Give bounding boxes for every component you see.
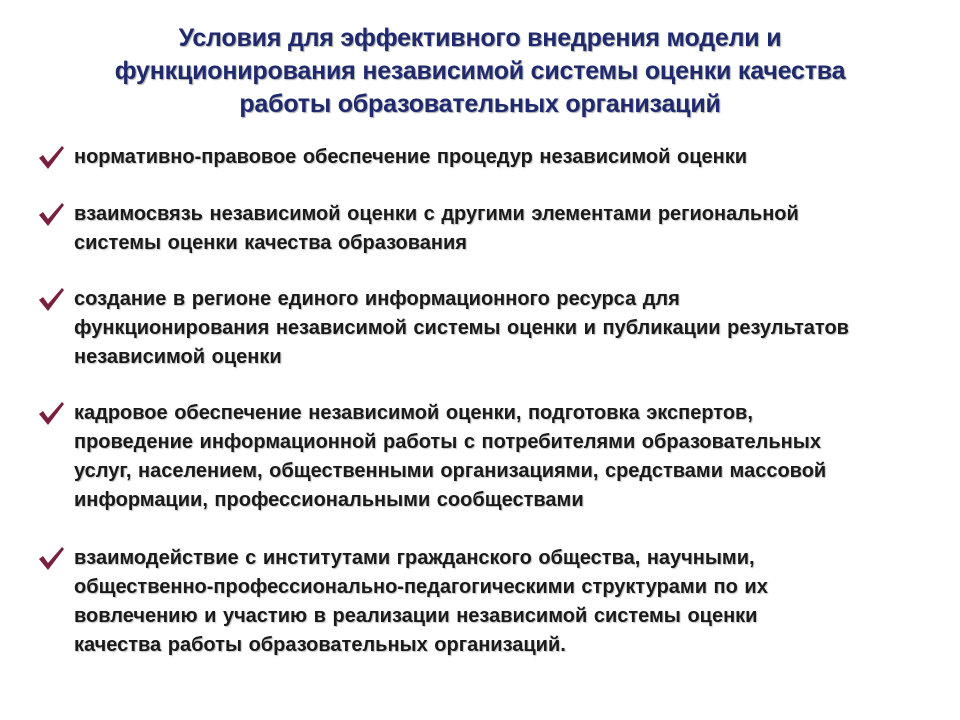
slide-title — [60, 22, 900, 121]
list-item-text: общественно-профессионально-педагогическими структурами по их — [74, 576, 768, 598]
title-line: работы образовательных организаций — [239, 90, 721, 118]
checkmark-icon — [36, 285, 66, 315]
list-item-text: проведение информационной работы с потребителями образовательных — [74, 431, 821, 453]
checkmark-icon — [36, 399, 66, 429]
list-item-text: системы оценки качества образования — [74, 232, 467, 254]
checkmark-icon — [36, 143, 66, 173]
title-line: функционирования независимой системы оценки качества — [114, 57, 846, 85]
list-item-text: независимой оценки — [74, 346, 282, 368]
conditions-list — [36, 143, 936, 688]
list-item-text: нормативно-правовое обеспечение процедур независимой оценки — [74, 146, 748, 168]
list-item — [36, 399, 936, 515]
list-item-text: создание в регионе единого информационного ресурса для — [74, 288, 680, 310]
list-item — [36, 143, 936, 172]
checkmark-icon — [36, 544, 66, 574]
list-item — [36, 544, 936, 660]
list-item — [36, 285, 936, 372]
title-line: Условия для эффективного внедрения модели и — [178, 24, 782, 52]
list-item-text: качества работы образовательных организаций. — [74, 634, 566, 656]
checkmark-icon — [36, 200, 66, 230]
list-item-text: информации, профессиональными сообществами — [74, 489, 584, 511]
list-item-text: вовлечению и участию в реализации независимой системы оценки — [74, 605, 758, 627]
list-item-text: кадровое обеспечение независимой оценки, подготовка экспертов, — [74, 402, 753, 424]
list-item-text: функционирования независимой системы оценки и публикации результатов — [74, 317, 849, 339]
list-item-text: взаимосвязь независимой оценки с другими элементами региональной — [74, 203, 799, 225]
list-item — [36, 200, 936, 258]
list-item-text: услуг, населением, общественными организациями, средствами массовой — [74, 460, 827, 482]
list-item-text: взаимодействие с институтами гражданского общества, научными, — [74, 547, 755, 569]
